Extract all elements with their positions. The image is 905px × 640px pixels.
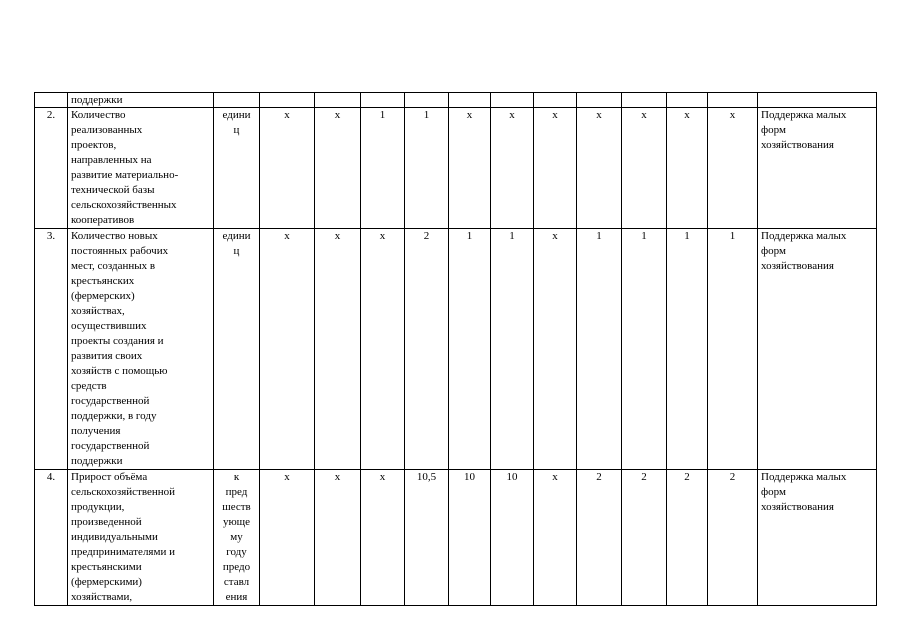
value-cell: х — [361, 229, 405, 470]
value-cell — [708, 93, 758, 108]
value-cell: х — [260, 108, 315, 229]
row-number: 3. — [35, 229, 68, 470]
indicator-name: Количество реализованных проектов, направленных на развитие материально- технической базы сельскохозяйственных кооперативов — [68, 108, 214, 229]
value-cell: 1 — [449, 229, 491, 470]
row-number — [35, 93, 68, 108]
table-row — [35, 108, 877, 229]
value-cell: 1 — [622, 229, 667, 470]
value-cell: х — [534, 108, 577, 229]
indicator-name: Количество новых постоянных рабочих мест, созданных в крестьянских (фермерских) хозяйствах, осуществивших проекты создания и развития своих хозяйств с помощью средств государственной поддержки, в году получения государственной поддержки — [68, 229, 214, 470]
indicator-name: Прирост объёма сельскохозяйственной продукции, произведенной индивидуальными предпринимателями и крестьянскими (фермерскими) хозяйствами, — [68, 470, 214, 606]
program-note: Поддержка малых форм хозяйствования — [758, 108, 877, 229]
value-cell: 1 — [667, 229, 708, 470]
value-cell — [667, 93, 708, 108]
unit-cell: едини ц — [214, 108, 260, 229]
value-cell: 1 — [491, 229, 534, 470]
value-cell: х — [534, 229, 577, 470]
value-cell: х — [667, 108, 708, 229]
unit-cell: к пред шеств ующе му году предо ставл ения — [214, 470, 260, 606]
program-note: Поддержка малых форм хозяйствования — [758, 470, 877, 606]
indicator-name: поддержки — [68, 93, 214, 108]
value-cell: х — [622, 108, 667, 229]
value-cell: х — [491, 108, 534, 229]
value-cell: 2 — [622, 470, 667, 606]
value-cell — [449, 93, 491, 108]
unit-cell: едини ц — [214, 229, 260, 470]
value-cell: 10 — [449, 470, 491, 606]
value-cell: х — [708, 108, 758, 229]
unit-cell — [214, 93, 260, 108]
value-cell: 10 — [491, 470, 534, 606]
value-cell: 1 — [577, 229, 622, 470]
value-cell — [491, 93, 534, 108]
value-cell: 2 — [405, 229, 449, 470]
value-cell: х — [315, 470, 361, 606]
value-cell: 10,5 — [405, 470, 449, 606]
value-cell — [315, 93, 361, 108]
value-cell: 2 — [708, 470, 758, 606]
value-cell: 1 — [361, 108, 405, 229]
value-cell: х — [361, 470, 405, 606]
value-cell — [622, 93, 667, 108]
program-note: Поддержка малых форм хозяйствования — [758, 229, 877, 470]
value-cell: х — [315, 108, 361, 229]
value-cell: х — [315, 229, 361, 470]
table-row — [35, 93, 877, 108]
value-cell: х — [449, 108, 491, 229]
value-cell: х — [577, 108, 622, 229]
value-cell: 1 — [708, 229, 758, 470]
value-cell: 2 — [577, 470, 622, 606]
row-number: 4. — [35, 470, 68, 606]
value-cell — [361, 93, 405, 108]
value-cell: 2 — [667, 470, 708, 606]
value-cell: 1 — [405, 108, 449, 229]
row-number: 2. — [35, 108, 68, 229]
value-cell — [405, 93, 449, 108]
table-row — [35, 229, 877, 470]
value-cell: х — [260, 229, 315, 470]
program-note — [758, 93, 877, 108]
value-cell — [260, 93, 315, 108]
value-cell: х — [260, 470, 315, 606]
value-cell: х — [534, 470, 577, 606]
value-cell — [577, 93, 622, 108]
indicators-table — [34, 92, 877, 606]
table-row — [35, 470, 877, 606]
value-cell — [534, 93, 577, 108]
